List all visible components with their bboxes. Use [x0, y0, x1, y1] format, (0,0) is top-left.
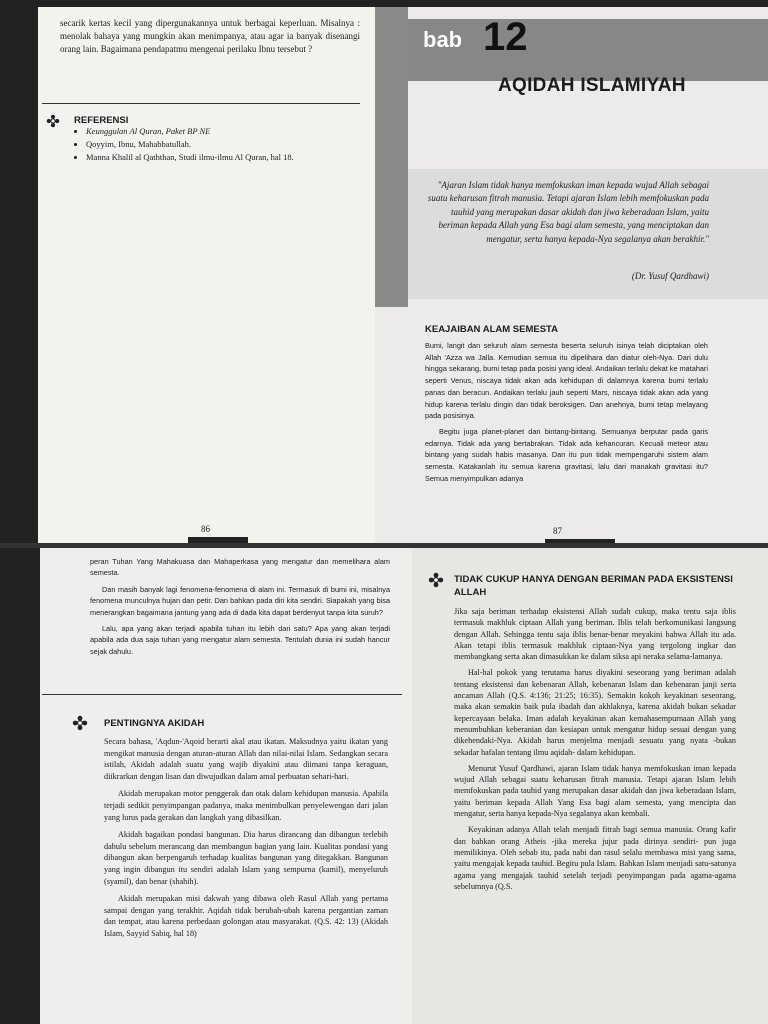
paragraph: Menurut Yusuf Qardhawi, ajaran Islam tidak hanya memfokuskan iman kepada wujud Allah sebagai suatu keharusan fitrah manusia. Tetapi ajaran Islam lebih memfokuskan pada tauhid yang merupakan dasar akidah dan jiwa keberadaan Islam, yaitu beriman kepada Allah Yang Esa bagi alam semesta, yang mencipta dan mengatur, serta hanya kepada-Nya segalanya akan kembali. — [454, 763, 736, 819]
section-heading: PENTINGNYA AKIDAH — [104, 718, 205, 729]
page-88 — [40, 548, 412, 1024]
intro-paragraph: secarik kertas kecil yang dipergunakannya untuk berbagai keperluan. Misalnya : menolak bahaya yang mungkin akan menimpanya, atau agar ia banyak disenangi orang lain. Bagaimana pendapatmu mengenai perilaku Ibnu tersebut ? — [60, 18, 360, 54]
section-body — [104, 736, 388, 946]
chapter-quote: "Ajaran Islam tidak hanya memfokuskan iman kepada wujud Allah sebagai suatu keharusan fitrah manusia. Tetapi ajaran Islam lebih memfokuskan pada tauhid yang merupakan dasar akidah dan jiwa keberadaan Islam, yaitu beriman kepada Allah yang Esa bagi alam semesta, yang menciptakan dan mengatur, serta hanya kepada-Nya segalanya akan berakhir." — [427, 180, 709, 244]
paragraph: Lalu, apa yang akan terjadi apabila tuhan itu lebih dari satu? Apa yang akan terjadi apabila ada dua saja tuhan yang mengatur alam semesta. Tentulah dunia ini sudah hancur sejak dahulu. — [90, 624, 390, 656]
reference-item: • Keunggulan Al Quran, Paket BP NE — [86, 125, 375, 138]
quote-source: (Dr. Yusuf Qardhawi) — [631, 271, 709, 281]
page-number: 86 — [201, 524, 210, 534]
flower-ornament-icon — [72, 715, 88, 731]
chapter-word: bab — [423, 27, 463, 52]
divider-rule — [42, 103, 360, 104]
paragraph: Akidah bagaikan pondasi bangunan. Dia harus dirancang dan dibangun terlebih dahulu sebelum merancang dan membangun bagian yang lain. Kualitas pondasi yang dibangun akan berpengaruh terhadap kualitas bangunan yang ditegakkan. Bangunan yang ingin dibangun itu sendiri adalah Islam yang sempurna (kamil), menyeluruh (syamil), dan benar (shahih). — [104, 830, 388, 886]
paragraph: Dan masih banyak lagi fenomena-fenomena di alam ini. Termasuk di bumi ini, misalnya fenomena munculnya hujan dan petir. Dan bahkan pada diri kita sendiri. Siapakah yang bisa menerangkan bagaimana jantung yang ada di dada kita dapat berdenyut tanpa kita suruh? — [90, 584, 390, 617]
section-heading: KEAJAIBAN ALAM SEMESTA — [425, 324, 559, 335]
section-body — [454, 606, 736, 897]
reference-item: • Manna Khalil al Qaththan, Studi ilmu-ilmu Al Quran, hal 18. — [86, 151, 375, 164]
section-body — [425, 340, 708, 488]
chapter-edge-strip — [375, 7, 408, 307]
paragraph: Keyakinan adanya Allah telah menjadi fitrah bagi semua manusia. Orang kafir dan bahkan orang Atheis -jika mereka jujur pada dirinya sendiri- pun juga memilikinya. Oleh sebab itu, pada nabi dan rasul selalu membawa misi yang sama, yaitu mengajak kepada tauhid. Begitu pula Islam. Bahkan Islam menjadi satu-satunya agama yang mengajak tauhid setelah terjadi penyimpangan pada agama-agama sebelumnya (Q.S. — [454, 825, 736, 891]
paragraph: Akidah merupakan misi dakwah yang dibawa oleh Rasul Allah yang pertama sampai dengan yang terakhir. Aqidah tidak berubah-ubah karena pergantian zaman dan tempat, atau karena perbedaan golongan atau masyarakat. (Q.S. 42: 13) (Akidah Islam, Sayyid Sabiq, hal 18) — [104, 894, 388, 938]
paragraph: Jika saja beriman terhadap eksistensi Allah sudah cukup, maka tentu saja iblis termasuk makhluk ciptaan Allah yang beriman. Iblis telah berkomunikasi langsung dengan Allah. Sehingga tentu saja iblis benar-benar meyakini bahwa Allah itu ada. Akan tetapi iblis termasuk makhluk ciptaan-Nya yang tergolong ingkar dan membangkang serta akan dimasukkan ke dalam siksa api neraka selama-lamanya. — [454, 607, 736, 662]
references-list — [74, 125, 375, 164]
page-89 — [412, 548, 768, 1024]
page-number: 87 — [553, 526, 562, 536]
paragraph: Akidah merupakan motor penggerak dan otak dalam kehidupan manusia. Apabila terjadi sedikit penyimpangan padanya, maka menimbulkan penyelewengan dari jalan yang lurus pada gerakan dan langkah yang dibasilkan. — [104, 789, 388, 822]
references-heading: REFERENSI — [74, 115, 129, 126]
paragraph: peran Tuhan Yang Mahakuasa dan Mahaperkasa yang mengatur dan memelihara alam semesta. — [90, 557, 390, 578]
page-86 — [38, 7, 375, 543]
chapter-number: 12 — [483, 15, 528, 59]
section-heading: TIDAK CUKUP HANYA DENGAN BERIMAN PADA EKSISTENSI ALLAH — [454, 574, 733, 598]
paragraph: Bumi, langit dan seluruh alam semesta beserta seluruh isinya telah diciptakan oleh Allah 'Azza wa Jalla. Kemudian semua itu dipelihara dan diatur oleh-Nya. Dari dulu hingga sekarang, bumi tetap pada posisi yang ideal. Andaikan terlalu dekat ke matahari seperti Venus, niscaya tidak akan ada kehidupan di dalamnya karena bumi terlalu panas dan beracun. Andaikan terlalu jauh seperti Mars, niscaya tidak akan ada yang hidup karena terlalu dingin dan tidak beroksigen. Dan anehnya, bumi tetap melayang pada posisinya. — [425, 341, 708, 421]
flower-ornament-icon — [46, 114, 60, 128]
page-87 — [375, 7, 768, 543]
chapter-title: AQIDAH ISLAMIYAH — [498, 75, 686, 96]
paragraph: Hal-hal pokok yang terutama harus diyakini seseorang yang beriman adalah tentang eksistensi dan kebenaran Allah, kebenaran Islam dan kebenaran janji serta ancaman Allah (Q.S. 4:136; 21:25; 16:35). Semakin kokoh keyakinan seseorang, maka akan semakin baik pula ibadah dan akhlaknya, karena akidah bukan sekadar kepercayaan belaka. Iman adalah keyakinan akan kemahasempurnaan Allah yang menumbuhkan keberanian dan kesiapan untuk mengatur hidup sesuai dengan yang dikehendaki-Nya. Akidah harus menjelma menjadi sesuatu yang nyata -bukan sekadar hafalan tentang ilmu aqidah- dalam kehidupan. — [454, 668, 736, 757]
paragraph: Begitu juga planet-planet dan bintang-bintang. Semuanya berputar pada garis edarnya. Tidak ada yang bertabrakan. Tidak ada kehancuran. Kecuali meteor atau bintang yang sudah habis masanya. Dan itu pun tidak mempengaruhi sistem alam semesta. Katakanlah itu semua karena gravitasi, lalu dari manakah gravitasi itu? Semua menyimpulkan adanya — [425, 426, 708, 483]
reference-item: • Qoyyim, Ibnu, Mahabbatullah. — [86, 138, 375, 151]
continued-text — [90, 556, 390, 662]
paragraph: Secara bahasa, 'Aqdun-'Aqoid berarti akal atau ikatan. Maksudnya yaitu ikatan yang mengikat manusia dengan aturan-aturan Allah dan nilai-nilai Islam. Sedangkan secara istilah, Akidah adalah suatu yang wajib diyakini atau diimani tanpa keraguan, diikrarkan dengan lisan dan diwujudkan dalam amal perbuatan sehari-hari. — [104, 737, 388, 781]
divider-rule — [42, 694, 402, 695]
flower-ornament-icon — [428, 572, 444, 588]
